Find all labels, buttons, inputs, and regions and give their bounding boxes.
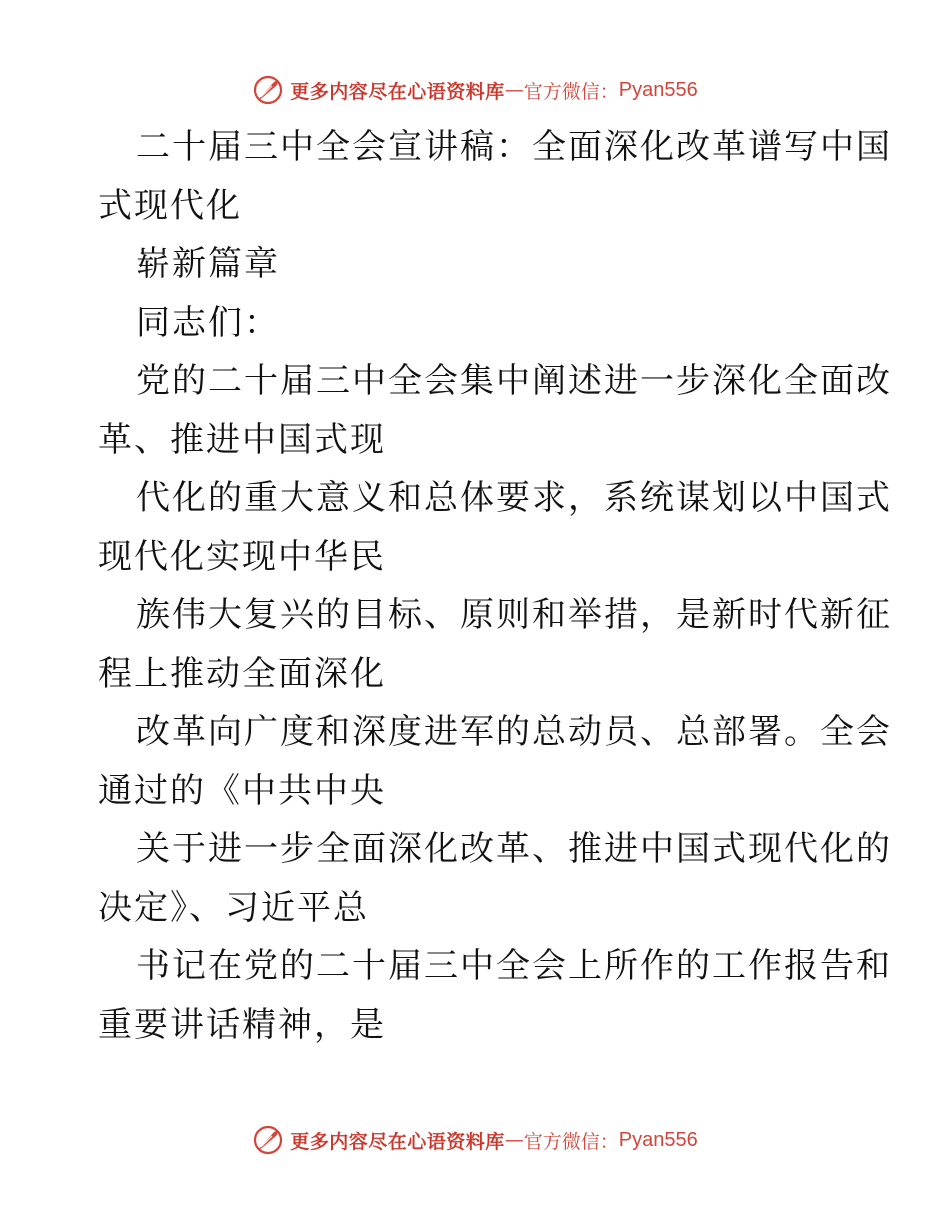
body-line: 革、推进中国式现 [98, 419, 386, 460]
banner-separator: — [504, 79, 524, 101]
footer-banner [0, 1120, 950, 1160]
banner-brand-text: 更多内容尽在心语资料库 [290, 1130, 505, 1153]
body-line: 党的二十届三中全会集中阐述进一步深化全面改 [136, 361, 892, 401]
banner-wechat-label: 官方微信： [523, 80, 619, 103]
salutation: 同志们： [136, 302, 280, 343]
banner-wechat-label: 官方微信： [523, 1130, 619, 1153]
body-line: 改革向广度和深度进军的总动员、总部署。全会 [136, 712, 892, 752]
banner-wechat-account: Pyan556 [618, 78, 698, 101]
title-line: 崭新篇章 [136, 244, 280, 284]
banner-separator: — [504, 1129, 524, 1151]
body-line: 代化的重大意义和总体要求，系统谋划以中国式 [136, 478, 892, 518]
body-line: 现代化实现中华民 [98, 536, 386, 577]
body-line: 重要讲话精神，是 [98, 1004, 386, 1045]
body-line: 书记在党的二十届三中全会上所作的工作报告和 [136, 946, 892, 986]
body-line: 程上推动全面深化 [98, 653, 386, 694]
title-line: 二十届三中全会宣讲稿：全面深化改革谱写中国 [136, 127, 892, 167]
feather-pen-logo-icon [252, 74, 284, 106]
header-banner [0, 70, 950, 110]
body-line: 决定》、习近平总 [98, 887, 369, 928]
document-body [98, 118, 892, 1054]
body-line: 关于进一步全面深化改革、推进中国式现代化的 [136, 829, 892, 869]
body-line: 通过的《中共中央 [98, 770, 386, 811]
body-line: 族伟大复兴的目标、原则和举措，是新时代新征 [136, 595, 892, 635]
feather-pen-logo-icon [252, 1124, 284, 1156]
banner-brand-text: 更多内容尽在心语资料库 [290, 80, 505, 103]
banner-wechat-account: Pyan556 [618, 1128, 698, 1151]
title-line: 式现代化 [98, 185, 242, 226]
